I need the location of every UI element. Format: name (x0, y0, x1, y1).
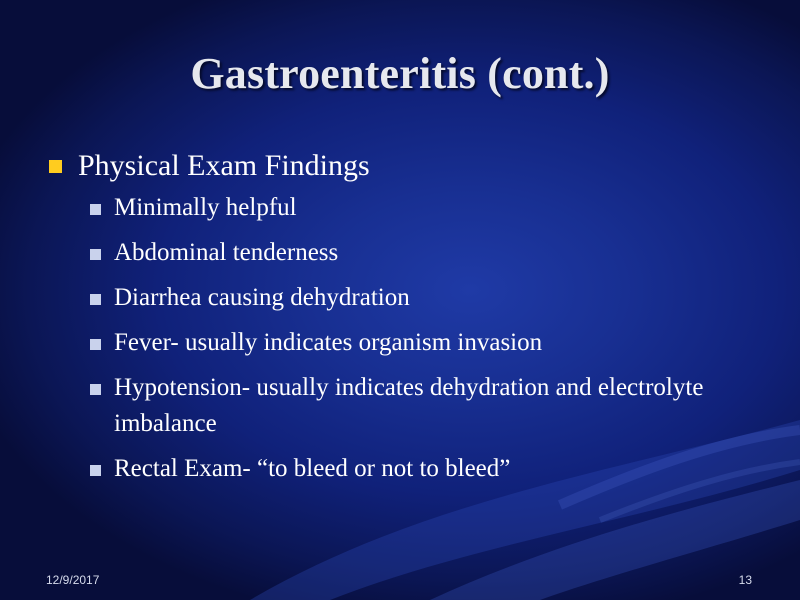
subbullet-item (90, 190, 744, 226)
square-bullet-icon (90, 204, 101, 215)
slide-title: Gastroenteritis (cont.) (190, 49, 610, 98)
footer-date: 12/9/2017 (46, 573, 100, 587)
subbullet-item (90, 280, 744, 316)
square-bullet-icon (90, 339, 101, 350)
subbullet-item (90, 451, 744, 487)
subbullet-text: Abdominal tenderness (114, 239, 339, 266)
subbullet-text: Hypotension- usually indicates dehydration and electrolyte imbalance (114, 374, 704, 437)
slide-body (44, 146, 744, 496)
subbullet-text: Diarrhea causing dehydration (114, 284, 410, 311)
bullet-item (44, 146, 744, 186)
subbullet-item (90, 235, 744, 271)
square-bullet-icon (90, 294, 101, 305)
subbullet-item (90, 325, 744, 361)
bullet-text: Physical Exam Findings (78, 149, 370, 182)
square-bullet-icon (49, 160, 62, 173)
subbullet-item (90, 370, 744, 442)
square-bullet-icon (90, 249, 101, 260)
square-bullet-icon (90, 384, 101, 395)
square-bullet-icon (90, 465, 101, 476)
subbullet-text: Minimally helpful (114, 194, 297, 221)
subbullet-text: Rectal Exam- “to bleed or not to bleed” (114, 455, 511, 482)
slide-number: 13 (738, 573, 752, 587)
subbullet-text: Fever- usually indicates organism invasion (114, 329, 543, 356)
